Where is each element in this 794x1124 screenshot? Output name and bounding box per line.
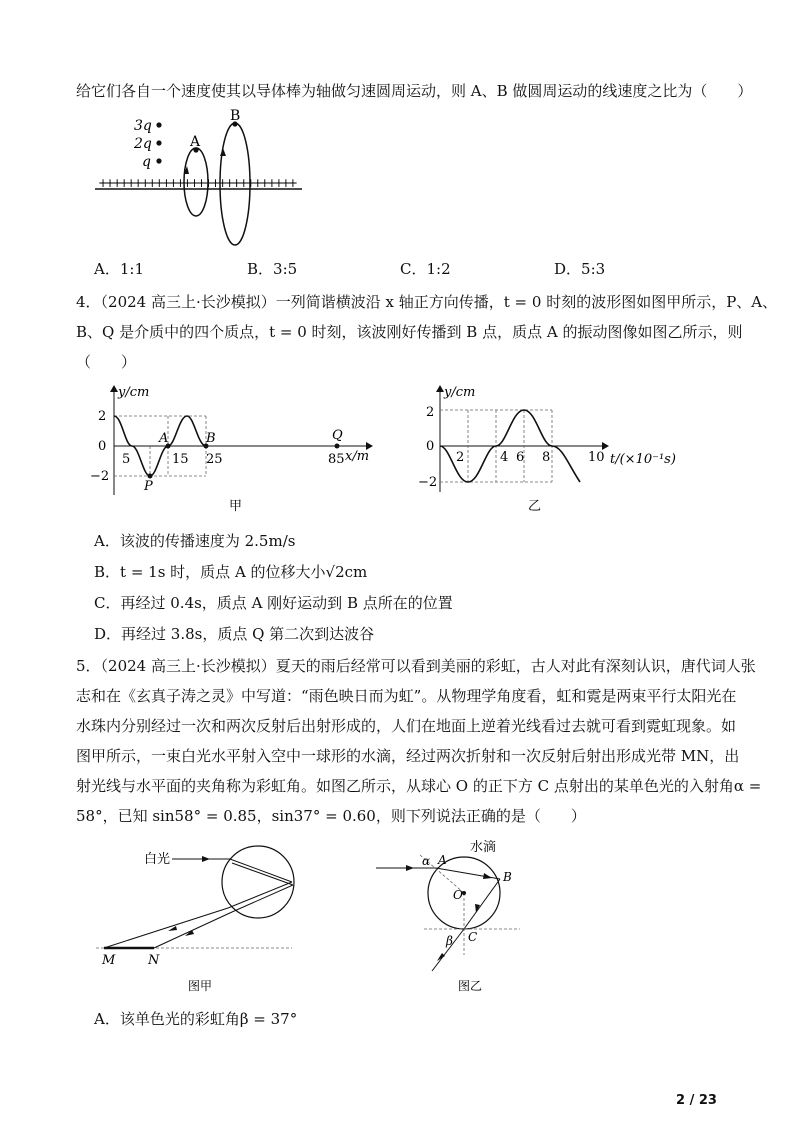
page-number: 2 / 23 xyxy=(676,1093,717,1108)
water-drop-label: 水滴 xyxy=(470,840,497,855)
label-m: M xyxy=(102,953,116,968)
point-q-label: Q xyxy=(332,428,343,443)
x-tick-85: 85 xyxy=(328,452,345,467)
label-a: A xyxy=(438,853,447,867)
point-q xyxy=(335,444,340,449)
caption-jia: 甲 xyxy=(229,499,243,514)
point-a-label: A xyxy=(159,431,169,446)
charge-2q-label: 2q xyxy=(134,136,152,152)
q3-stem: 给它们各自一个速度使其以导体棒为轴做匀速圆周运动，则 A、B 做圆周运动的线速度之比为（ ） xyxy=(76,82,753,100)
q5-stem-line5: 射光线与水平面的夹角称为彩虹角。如图乙所示，从球心 O 的正下方 C 点射出的某单色光的入射角α = xyxy=(76,777,762,795)
q5-stem-line3: 水珠内分别经过一次和两次反射后出射形成的，人们在地面上逆着光线看过去就可看到霓虹现象。如 xyxy=(76,717,737,735)
label-alpha: α xyxy=(422,854,431,868)
x-tick-25: 25 xyxy=(206,452,223,467)
charge-3q-dot xyxy=(156,122,161,127)
reflected-ray-bc xyxy=(464,879,500,929)
y-tick-2: 2 xyxy=(426,405,435,420)
white-light-label: 白光 xyxy=(144,852,171,867)
q5-stem-line6: 58°，已知 sin58° = 0.85，sin37° = 0.60，则下列说法正确的是（ ） xyxy=(76,807,586,825)
point-b-label: B xyxy=(230,108,241,124)
orbit-b-arrow xyxy=(220,148,226,156)
q5-stem-line2: 志和在《玄真子涛之灵》中写道：“雨色映日而为虹”。从物理学角度看，虹和霓是两束平行太阳光在 xyxy=(76,687,737,705)
q4-option-d: D．再经过 3.8s，质点 Q 第二次到达波谷 xyxy=(94,625,375,643)
exit-ray-n xyxy=(154,912,232,948)
label-beta: β xyxy=(446,934,453,948)
q4-option-b: B．t = 1s 时，质点 A 的位移大小√2cm xyxy=(94,563,368,581)
point-a-label: A xyxy=(190,134,201,150)
q4-stem-line2: B、Q 是介质中的四个质点，t = 0 时刻，该波刚好传播到 B 点，质点 A 的振动图像如图乙所示，则 xyxy=(76,323,743,341)
q4-stem-line3: （ ） xyxy=(76,353,137,371)
y-tick-neg2: −2 xyxy=(418,475,438,490)
t-tick-4: 4 xyxy=(500,450,509,465)
charge-3q-label: 3q xyxy=(134,118,152,134)
x-axis-label: x/m xyxy=(345,449,370,464)
q3-option-a: A．1:1 xyxy=(94,260,144,278)
q3-option-d: D．5:3 xyxy=(554,260,606,278)
caption-tujia: 图甲 xyxy=(188,979,213,993)
water-drop-circle xyxy=(222,846,294,918)
y-tick-0: 0 xyxy=(426,439,435,454)
q5-stem-line4: 图甲所示，一束白光水平射入空中一球形的水滴，经过两次折射和一次反射后射出形成光带 MN，出 xyxy=(76,747,740,765)
q3-figure xyxy=(90,108,310,250)
q4-figure-yi xyxy=(412,380,682,515)
t-tick-2: 2 xyxy=(456,450,465,465)
y-tick-0: 0 xyxy=(98,439,107,454)
q5-figure-yi xyxy=(370,835,540,1000)
t-axis-label: t/(×10⁻¹s) xyxy=(610,452,676,467)
y-tick-neg2: −2 xyxy=(90,469,110,484)
q5-option-a: A．该单色光的彩虹角β = 37° xyxy=(94,1010,298,1028)
t-tick-10: 10 xyxy=(588,450,605,465)
y-tick-2: 2 xyxy=(98,409,107,424)
label-b: B xyxy=(503,870,512,884)
rod-charges: ++++++++++++++++++++++++++++ xyxy=(98,176,298,190)
label-o: O xyxy=(453,888,463,902)
point-p xyxy=(148,474,153,479)
t-tick-8: 8 xyxy=(542,450,551,465)
charge-q-dot xyxy=(156,158,161,163)
q4-figure-jia xyxy=(82,380,382,515)
q4-stem-line1: 4．（2024 高三上·长沙模拟）一列简谐横波沿 x 轴正方向传播，t = 0 时刻的波形图如图甲所示，P、A、 xyxy=(76,293,778,311)
t-tick-6: 6 xyxy=(516,450,525,465)
caption-tuyi: 图乙 xyxy=(458,979,483,993)
y-axis-label: y/cm xyxy=(118,385,150,400)
point-p-label: P xyxy=(144,479,153,494)
q3-option-c: C．1:2 xyxy=(400,260,451,278)
q5-figure-jia xyxy=(92,838,302,998)
point-b-label: B xyxy=(206,431,216,446)
caption-yi: 乙 xyxy=(528,499,542,514)
charge-2q-dot xyxy=(156,140,161,145)
label-c: C xyxy=(468,930,478,944)
q5-stem-line1: 5．（2024 高三上·长沙模拟）夏天的雨后经常可以看到美丽的彩虹，古人对此有深刻认识，唐代词人张 xyxy=(76,657,756,675)
charge-q-label: q xyxy=(142,154,151,170)
x-tick-15: 15 xyxy=(172,452,189,467)
y-axis-label: y/cm xyxy=(444,385,476,400)
q4-option-a: A．该波的传播速度为 2.5m/s xyxy=(94,532,296,550)
x-tick-5: 5 xyxy=(122,452,131,467)
internal-rays xyxy=(228,859,293,912)
label-n: N xyxy=(148,953,160,968)
q3-option-b: B．3:5 xyxy=(247,260,298,278)
q4-option-c: C．再经过 0.4s，质点 A 刚好运动到 B 点所在的位置 xyxy=(94,594,453,612)
